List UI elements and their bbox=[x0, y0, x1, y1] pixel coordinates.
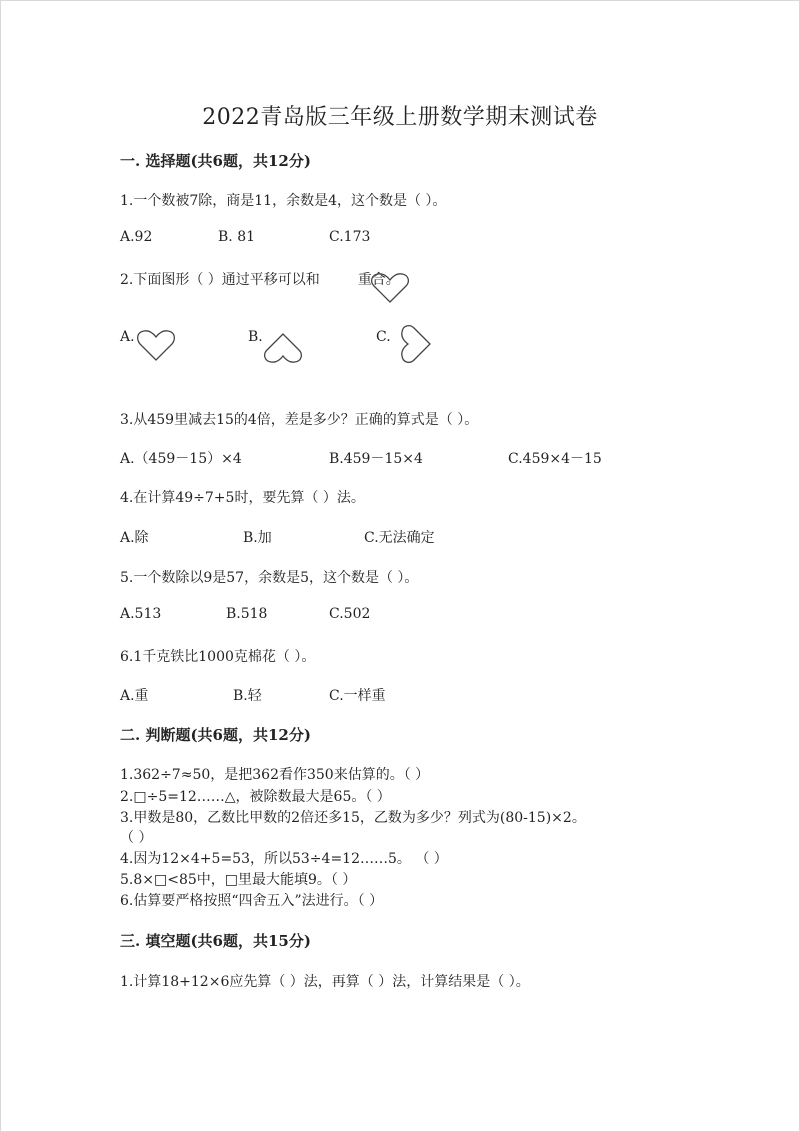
question-2-option-a: A. bbox=[120, 329, 135, 345]
question-6-option-a: A.重 bbox=[120, 688, 149, 704]
question-5-option-a: A.513 bbox=[120, 606, 162, 622]
question-6-option-b: B.轻 bbox=[233, 688, 262, 704]
question-1-option-a: A.92 bbox=[120, 229, 153, 245]
question-3-stem: 3.从459里减去15的4倍，差是多少？正确的算式是（ ）。 bbox=[120, 412, 479, 428]
heart-rotated-icon bbox=[392, 324, 432, 364]
question-4-option-c: C.无法确定 bbox=[364, 530, 435, 546]
question-1-stem: 1.一个数被7除，商是11，余数是4，这个数是（ ）。 bbox=[120, 193, 447, 209]
question-3-option-b: B.459－15×4 bbox=[329, 451, 423, 467]
question-3-option-a: A.（459－15）×4 bbox=[120, 451, 242, 467]
heart-outline-icon bbox=[370, 272, 410, 304]
question-1-option-c: C.173 bbox=[329, 229, 371, 245]
section-heading-judgment: 二. 判断题(共6题，共12分) bbox=[120, 726, 311, 744]
judgment-item-2: 2.□÷5=12……△，被除数最大是65。（ ） bbox=[120, 789, 391, 805]
question-4-stem: 4.在计算49÷7+5时，要先算（ ）法。 bbox=[120, 490, 365, 506]
question-5-stem: 5.一个数除以9是57，余数是5，这个数是（ ）。 bbox=[120, 570, 419, 586]
question-4-option-b: B.加 bbox=[243, 530, 272, 546]
judgment-item-6: 6.估算要严格按照“四舍五入”法进行。（ ） bbox=[120, 893, 384, 909]
question-1-option-b: B. 81 bbox=[218, 229, 256, 245]
question-2-option-c: C. bbox=[376, 329, 391, 345]
judgment-item-1: 1.362÷7≈50，是把362看作350来估算的。（ ） bbox=[120, 767, 430, 783]
question-4-option-a: A.除 bbox=[120, 530, 149, 546]
judgment-item-4: 4.因为12×4+5=53，所以53÷4=12……5。 （ ） bbox=[120, 851, 448, 867]
heart-upside-down-icon bbox=[263, 332, 303, 364]
question-2-stem bbox=[120, 269, 400, 289]
section-heading-choice: 一. 选择题(共6题，共12分) bbox=[120, 152, 311, 170]
page-title: 2022青岛版三年级上册数学期末测试卷 bbox=[202, 105, 598, 130]
judgment-item-3: 3.甲数是80，乙数比甲数的2倍还多15，乙数为多少？列式为(80-15)×2。 bbox=[120, 810, 586, 826]
question-5-option-c: C.502 bbox=[329, 606, 371, 622]
question-6-stem: 6.1千克铁比1000克棉花（ ）。 bbox=[120, 649, 316, 665]
judgment-item-5: 5.8×□<85中，□里最大能填9。（ ） bbox=[120, 872, 357, 888]
question-6-option-c: C.一样重 bbox=[329, 688, 386, 704]
question-3-option-c: C.459×4－15 bbox=[508, 451, 602, 467]
question-5-option-b: B.518 bbox=[226, 606, 268, 622]
question-2-stem-after: 重合。 bbox=[357, 272, 400, 288]
question-2-stem-before: 2.下面图形（ ）通过平移可以和 bbox=[120, 272, 320, 288]
section-heading-fill-blank: 三. 填空题(共6题，共15分) bbox=[120, 932, 311, 950]
fill-blank-item-1: 1.计算18+12×6应先算（ ）法，再算（ ）法，计算结果是（ ）。 bbox=[120, 974, 530, 990]
heart-upright-icon bbox=[136, 328, 176, 362]
judgment-item-3-blank: （ ） bbox=[120, 830, 153, 846]
question-2-option-b: B. bbox=[248, 329, 263, 345]
